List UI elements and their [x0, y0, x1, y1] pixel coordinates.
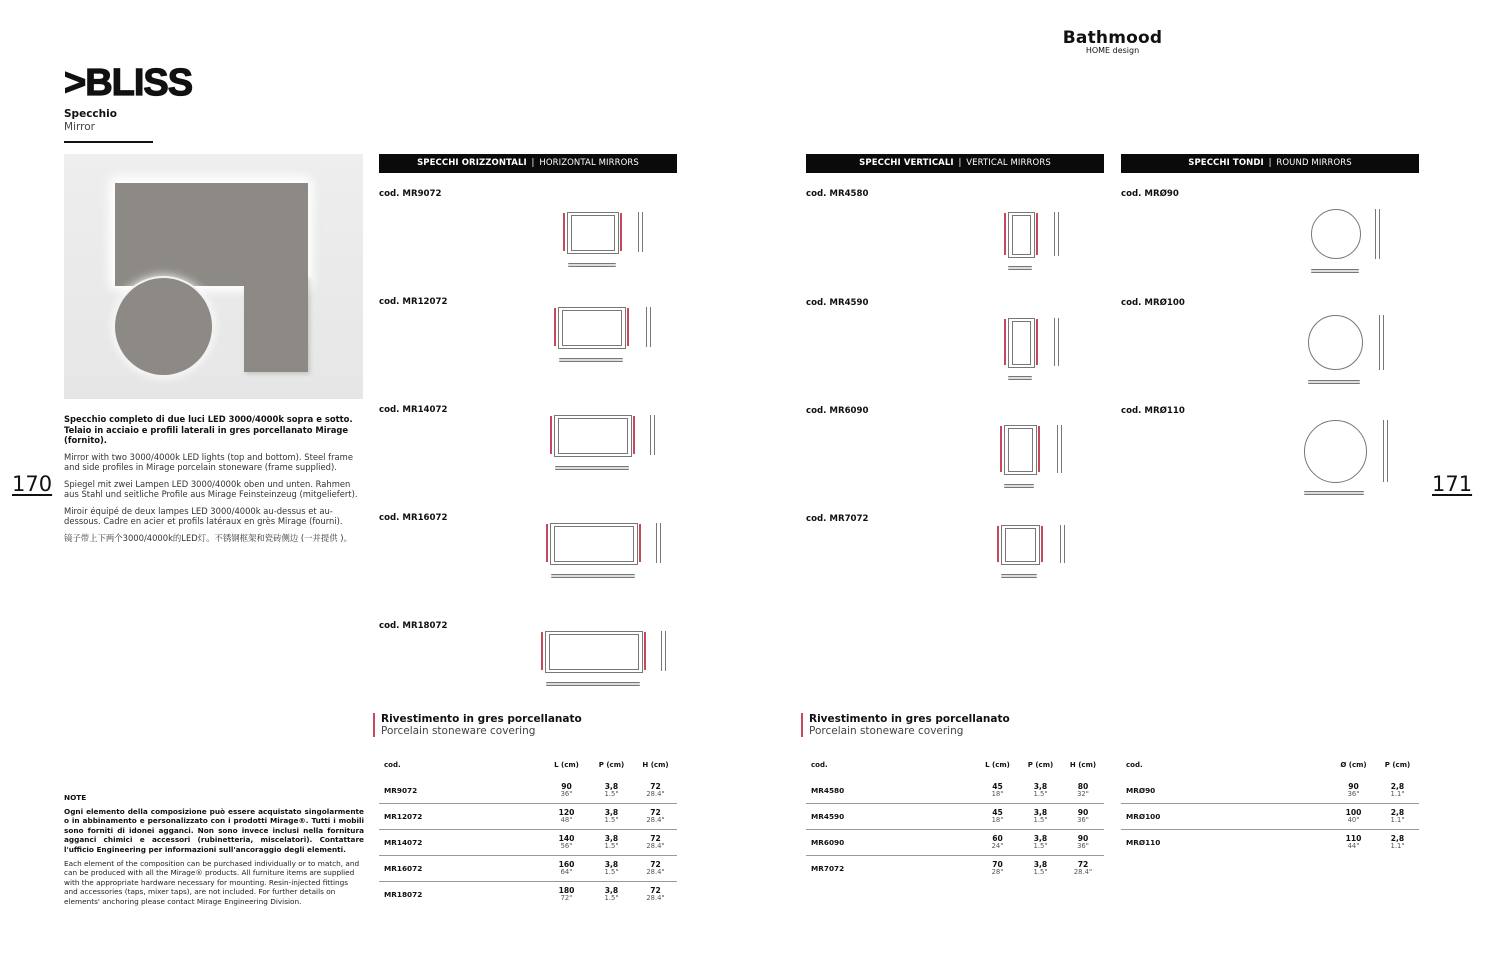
brand-tagline: HOME design — [1085, 46, 1140, 55]
code-label: cod. MRØ110 — [1121, 406, 1185, 416]
code-label: cod. MR16072 — [379, 513, 448, 523]
col-header-cod: cod. — [384, 761, 401, 769]
code-label: cod. MRØ90 — [1121, 189, 1179, 199]
header-separator: | — [531, 158, 535, 168]
header-horizontal-it: SPECCHI ORIZZONTALI — [417, 158, 527, 168]
cell-h: 72 — [650, 807, 661, 817]
cell-d-in: 36" — [1347, 789, 1360, 798]
header-vertical-en: VERTICAL MIRRORS — [966, 158, 1051, 168]
table-row — [379, 804, 677, 830]
brand-name: Bathmood — [1062, 28, 1163, 48]
product-name-it: Specchio — [64, 108, 117, 120]
cell-p: 3,8 — [1033, 859, 1048, 869]
cell-l-in: 24" — [991, 841, 1004, 850]
brand-logo — [1040, 28, 1185, 55]
col-header-d: Ø (cm) — [1340, 761, 1367, 769]
cell-h-in: 28.4" — [1073, 867, 1093, 876]
cell-h: 72 — [1077, 859, 1089, 869]
cell-code: MR4590 — [806, 804, 976, 830]
product-description — [64, 414, 364, 549]
photo-horizontal-mirror — [115, 183, 308, 286]
cell-h-in: 28.4" — [646, 815, 665, 824]
cell-p: 3,8 — [604, 833, 619, 843]
cell-l-in: 36" — [560, 789, 573, 798]
code-label: cod. MR9072 — [379, 189, 442, 199]
table-row — [1121, 778, 1419, 804]
cell-l-in: 28" — [991, 867, 1004, 876]
cell-h: 72 — [650, 833, 661, 843]
photo-vertical-mirror — [244, 276, 308, 372]
note-it: Ogni elemento della composizione può essere acquistato singolarmente o in abbinamento e personalizzato con i prodotti Mirage®. Tutti i mobili sono forniti di idonei agganci. Non sono invece inclusi nella fornitura agganci chimici e accessori (rubinetteria, miscelatori). Contattare l'ufficio Engineering per informazioni sull'ancoraggio degli elementi. — [64, 806, 364, 854]
header-round-mirrors — [1121, 154, 1419, 173]
cell-h-in: 28.4" — [646, 893, 665, 902]
product-name-en: Mirror — [64, 121, 95, 133]
code-label: cod. MR12072 — [379, 297, 448, 307]
code-label: cod. MR18072 — [379, 621, 448, 631]
col-header-h: H (cm) — [1069, 761, 1097, 769]
cell-l: 140 — [558, 833, 575, 843]
cell-h: 72 — [650, 859, 661, 869]
cell-code: MR14072 — [379, 830, 544, 856]
cell-code: MRØ100 — [1121, 804, 1331, 830]
page-number-right: 171 — [1432, 472, 1473, 496]
photo-round-mirror — [115, 278, 212, 375]
col-header-l: L (cm) — [985, 761, 1010, 769]
cell-h-in: 36" — [1077, 841, 1089, 850]
cell-l: 60 — [992, 833, 1003, 843]
header-round-en: ROUND MIRRORS — [1276, 158, 1352, 168]
col-header-h: H (cm) — [642, 761, 669, 769]
cell-l-in: 48" — [560, 815, 573, 824]
cell-p-in: 1.5" — [1033, 789, 1048, 798]
table-row — [1121, 804, 1419, 830]
description-de: Spiegel mit zwei Lampen LED 3000/4000k oben und unten. Rahmen aus Stahl und seitliche Profile aus Mirage Feinsteinzeug (mitgeliefert). — [64, 478, 358, 499]
code-label: cod. MR7072 — [806, 514, 869, 524]
cell-l: 120 — [558, 807, 575, 817]
covering-heading-left — [373, 713, 582, 737]
page-number-left: 170 — [12, 472, 53, 496]
cell-l-in: 18" — [991, 815, 1004, 824]
cell-h-in: 32" — [1077, 789, 1089, 798]
header-round-it: SPECCHI TONDI — [1188, 158, 1264, 168]
header-horizontal-mirrors — [379, 154, 677, 173]
cell-l: 70 — [992, 859, 1003, 869]
spec-table-round — [1121, 761, 1419, 855]
col-header-p: P (cm) — [1027, 761, 1054, 769]
cell-p-in: 1.5" — [604, 867, 619, 876]
table-row — [379, 830, 677, 856]
code-label: cod. MR14072 — [379, 405, 448, 415]
cell-h-in: 28.4" — [646, 867, 665, 876]
cell-p: 3,8 — [604, 781, 619, 791]
cell-l: 180 — [558, 885, 575, 895]
cell-code: MR4580 — [806, 778, 976, 804]
covering-subtitle: Porcelain stoneware covering — [373, 725, 582, 737]
cell-d: 100 — [1345, 807, 1362, 817]
cell-p-in: 1.5" — [604, 841, 619, 850]
cell-code: MR12072 — [379, 804, 544, 830]
header-vertical-it: SPECCHI VERTICALI — [859, 158, 954, 168]
col-header-cod: cod. — [1126, 761, 1143, 769]
table-row — [806, 804, 1104, 830]
cell-d-in: 40" — [1347, 815, 1360, 824]
note-block — [64, 793, 364, 907]
cell-h: 72 — [650, 781, 661, 791]
product-title: >BLISS — [64, 62, 193, 104]
cell-h: 80 — [1077, 781, 1089, 791]
cell-code: MR7072 — [811, 864, 845, 873]
cell-p-in: 1.5" — [604, 789, 619, 798]
spec-table-vertical — [806, 761, 1104, 881]
cell-p-in: 1.1" — [1390, 841, 1405, 850]
table-row — [379, 856, 677, 882]
cell-p-in: 1.5" — [1033, 841, 1048, 850]
cell-d: 90 — [1348, 781, 1359, 791]
cell-h: 90 — [1077, 807, 1089, 817]
cell-p: 3,8 — [1033, 781, 1048, 791]
cell-l: 90 — [561, 781, 572, 791]
cell-d: 110 — [1345, 833, 1362, 843]
cell-l-in: 56" — [560, 841, 573, 850]
cell-h-in: 28.4" — [646, 841, 665, 850]
header-vertical-mirrors — [806, 154, 1104, 173]
col-header-p: P (cm) — [598, 761, 625, 769]
cell-p-in: 1.5" — [1033, 867, 1048, 876]
table-row — [806, 830, 1104, 856]
cell-p: 3,8 — [604, 859, 619, 869]
table-row — [806, 856, 1104, 882]
cell-code: MR18072 — [384, 890, 423, 899]
cell-p-in: 1.5" — [1033, 815, 1048, 824]
cell-l: 160 — [558, 859, 575, 869]
cell-l-in: 64" — [560, 867, 573, 876]
cell-h: 90 — [1077, 833, 1089, 843]
cell-code: MR6090 — [806, 830, 976, 856]
spec-table-horizontal — [379, 761, 677, 907]
cell-p-in: 1.1" — [1390, 815, 1405, 824]
covering-heading-right — [801, 713, 1010, 737]
cell-h-in: 36" — [1077, 815, 1089, 824]
table-row — [379, 778, 677, 804]
table-row — [806, 778, 1104, 804]
covering-subtitle: Porcelain stoneware covering — [801, 725, 1010, 737]
header-separator: | — [958, 158, 962, 168]
header-horizontal-en: HORIZONTAL MIRRORS — [539, 158, 639, 168]
cell-p: 3,8 — [604, 807, 619, 817]
description-zh: 镜子带上下两个3000/4000k的LED灯。不锈钢框架和瓷砖侧边 (一并提供 )。 — [64, 532, 352, 543]
cell-l: 45 — [992, 807, 1003, 817]
cell-code: MR9072 — [379, 778, 544, 804]
note-en: Each element of the composition can be purchased individually or to match, and can be produced with all the Mirage® products. All furniture items are supplied with the appropriate hardware necessary for mounting. Resin-injected fittings and accessories (taps, mixer taps), are not included. For further details on elements' anchoring please contact Mirage Engineering Division. — [64, 858, 360, 906]
cell-h: 72 — [650, 885, 661, 895]
cell-d-in: 44" — [1347, 841, 1360, 850]
cell-l-in: 72" — [560, 893, 573, 902]
cell-p-in: 1.5" — [604, 893, 619, 902]
cell-p: 2,8 — [1390, 833, 1405, 843]
description-fr: Miroir équipé de deux lampes LED 3000/4000k au-dessus et au-dessous. Cadre en acier et profils latéraux en grès Mirage (fourni). — [64, 505, 343, 526]
cell-p-in: 1.1" — [1390, 789, 1405, 798]
cell-p: 2,8 — [1390, 781, 1405, 791]
covering-title: Rivestimento in gres porcellanato — [801, 713, 1010, 725]
description-it: Specchio completo di due luci LED 3000/4000k sopra e sotto. Telaio in acciaio e profili laterali in gres porcellanato Mirage (fornito). — [64, 414, 353, 445]
code-label: cod. MRØ100 — [1121, 298, 1185, 308]
cell-h-in: 28.4" — [646, 789, 665, 798]
col-header-cod: cod. — [811, 761, 828, 769]
product-photo — [64, 154, 363, 399]
cell-l: 45 — [992, 781, 1003, 791]
covering-title: Rivestimento in gres porcellanato — [373, 713, 582, 725]
description-en: Mirror with two 3000/4000k LED lights (top and bottom). Steel frame and side profiles in Mirage porcelain stoneware (frame supplied). — [64, 451, 353, 472]
cell-p: 3,8 — [604, 885, 619, 895]
cell-p: 3,8 — [1033, 833, 1048, 843]
cell-p-in: 1.5" — [604, 815, 619, 824]
cell-p: 2,8 — [1390, 807, 1405, 817]
col-header-l: L (cm) — [554, 761, 579, 769]
code-label: cod. MR4580 — [806, 189, 869, 199]
col-header-p: P (cm) — [1384, 761, 1411, 769]
cell-p: 3,8 — [1033, 807, 1048, 817]
code-label: cod. MR4590 — [806, 298, 869, 308]
title-underline — [64, 141, 153, 143]
note-heading: NOTE — [64, 793, 87, 802]
code-label: cod. MR6090 — [806, 406, 869, 416]
cell-l-in: 18" — [991, 789, 1004, 798]
table-row — [1121, 830, 1419, 856]
header-separator: | — [1268, 158, 1272, 168]
cell-code: MRØ110 — [1126, 838, 1161, 847]
cell-code: MR16072 — [379, 856, 544, 882]
table-row — [379, 882, 677, 908]
cell-code: MRØ90 — [1121, 778, 1331, 804]
